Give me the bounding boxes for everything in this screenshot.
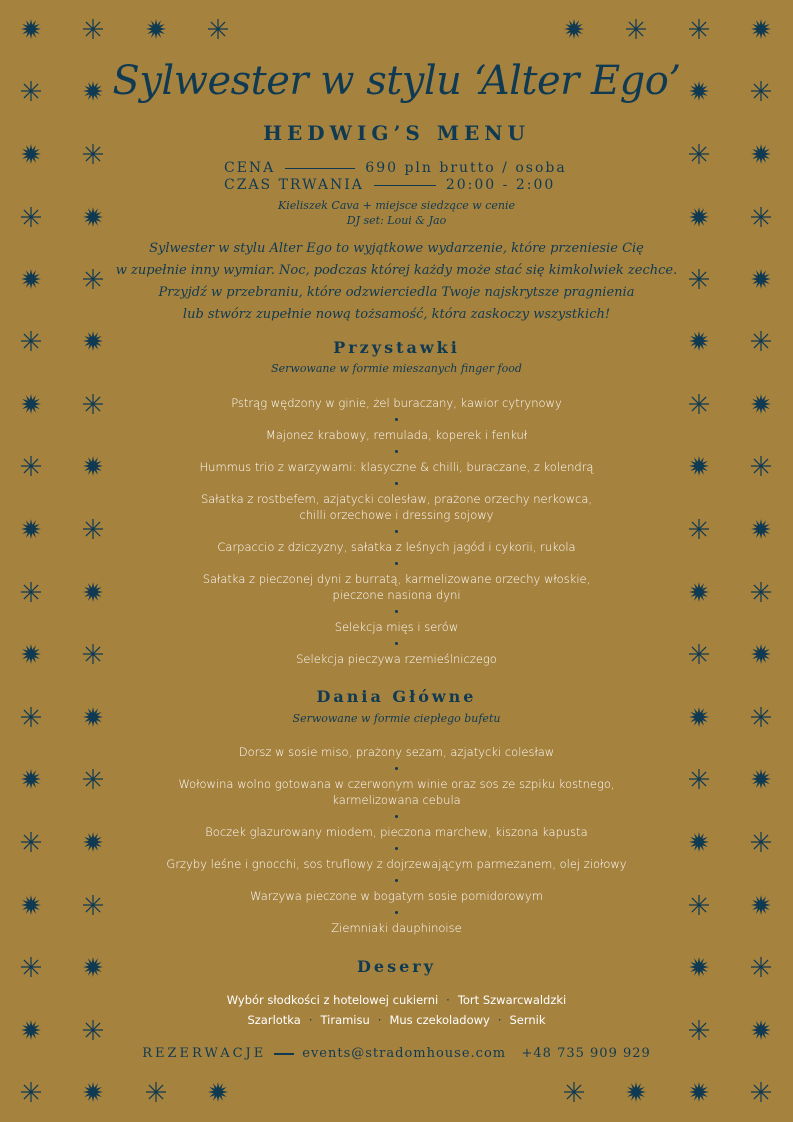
intro-text <box>0 238 793 326</box>
desserts-row-2 <box>0 1013 793 1027</box>
bullet-dot <box>395 530 398 533</box>
bullet-dot <box>395 815 398 818</box>
mains-subheading: Serwowane w formie ciepłego bufetu <box>292 712 501 725</box>
intro-line: w zupełnie inny wymiar. Noc, podczas której każdy może stać się kimkolwiek zechce. <box>115 263 678 278</box>
list-item: Hummus trio z warzywami: klasyczne & chilli, buraczane, z kolendrą <box>199 460 594 474</box>
reservation-label: REZERWACJE <box>142 1046 267 1061</box>
duration-row <box>224 177 555 193</box>
list-item: Warzywa pieczone w bogatym sosie pomidorowym <box>250 889 543 903</box>
mains-heading: Dania Główne <box>316 687 477 706</box>
bullet-dot <box>395 450 398 453</box>
separator-dot: · <box>446 993 450 1007</box>
desserts-row-1 <box>0 993 793 1007</box>
bullet-dot <box>395 610 398 613</box>
dessert-item: Szarlotka <box>247 1013 301 1027</box>
starters-heading: Przystawki <box>333 338 460 357</box>
list-item: pieczone nasiona dyni <box>332 588 461 602</box>
note-cava: Kieliszek Cava + miejsce siedzące w cenie <box>278 199 515 212</box>
list-item: Selekcja mięs i serów <box>334 620 459 634</box>
page-title: Sylwester w stylu ‘Alter Ego’ <box>112 58 681 104</box>
bullet-dot <box>395 911 398 914</box>
price-value: 690 pln brutto / osoba <box>365 160 567 176</box>
bullet-dot <box>395 767 398 770</box>
bullet-dot <box>395 642 398 645</box>
footer-dash <box>274 1053 294 1055</box>
menu-subtitle: HEDWIG’S MENU <box>263 121 530 145</box>
reservation-email[interactable]: events@stradomhouse.com <box>302 1046 507 1061</box>
list-item: karmelizowana cebula <box>332 793 461 807</box>
list-item: Selekcja pieczywa rzemieślniczego <box>296 652 497 666</box>
list-item: Wołowina wolno gotowana w czerwonym winie oraz sos ze szpiku kostnego, <box>178 777 615 791</box>
intro-line: Przyjdź w przebraniu, które odzwierciedla Twoje najskrytsze pragnienia <box>158 285 635 300</box>
list-item: Grzyby leśne i gnocchi, sos truflowy z dojrzewającym parmezanem, olej ziołowy <box>166 857 627 871</box>
list-item: Sałatka z pieczonej dyni z burratą, karmelizowane orzechy włoskie, <box>202 572 591 586</box>
list-item: chilli orzechowe i dressing sojowy <box>299 508 494 522</box>
dessert-item: Tiramisu <box>320 1013 370 1027</box>
bullet-dot <box>395 482 398 485</box>
list-item: Majonez krabowy, remulada, koperek i fenkuł <box>265 428 528 442</box>
reservation-footer <box>0 1046 793 1061</box>
list-item: Sałatka z rostbefem, azjatycki colesław, prażone orzechy nerkowca, <box>200 492 593 506</box>
price-line <box>285 168 355 169</box>
price-row <box>224 160 567 176</box>
price-label: CENA <box>224 160 276 176</box>
bullet-dot <box>395 418 398 421</box>
duration-value: 20:00 - 2:00 <box>445 177 556 193</box>
dessert-item: Mus czekoladowy <box>389 1013 490 1027</box>
duration-line <box>374 185 436 186</box>
duration-label: CZAS TRWANIA <box>224 177 364 193</box>
intro-line: Sylwester w stylu Alter Ego to wyjątkowe wydarzenie, które przeniesie Cię <box>149 241 644 256</box>
intro-line: lub stwórz zupełnie nową tożsamość, która zaskoczy wszystkich! <box>182 307 611 322</box>
bullet-dot <box>395 847 398 850</box>
desserts-heading: Desery <box>357 957 436 976</box>
separator-dot: · <box>497 1013 502 1027</box>
starters-subheading: Serwowane w formie mieszanych finger food <box>271 362 522 375</box>
dessert-item: Wybór słodkości z hotelowej cukierni <box>226 993 439 1007</box>
list-item: Dorsz w sosie miso, prażony sezam, azjatycki colesław <box>238 745 555 759</box>
reservation-phone[interactable]: +48 735 909 929 <box>521 1046 651 1061</box>
bullet-dot <box>395 879 398 882</box>
separator-dot: · <box>377 1013 382 1027</box>
dessert-item: Sernik <box>509 1013 546 1027</box>
list-item: Ziemniaki dauphinoise <box>331 921 462 935</box>
list-item: Boczek glazurowany miodem, pieczona marchew, kiszona kapusta <box>205 825 588 839</box>
separator-dot: · <box>308 1013 313 1027</box>
dessert-item: Tort Szwarcwaldzki <box>457 993 567 1007</box>
list-item: Carpaccio z dziczyzny, sałatka z leśnych jagód i cykorii, rukola <box>217 540 576 554</box>
bullet-dot <box>395 562 398 565</box>
note-dj: DJ set: Loui & Jao <box>346 214 447 227</box>
list-item: Pstrąg wędzony w ginie, żel buraczany, kawior cytrynowy <box>231 396 562 410</box>
